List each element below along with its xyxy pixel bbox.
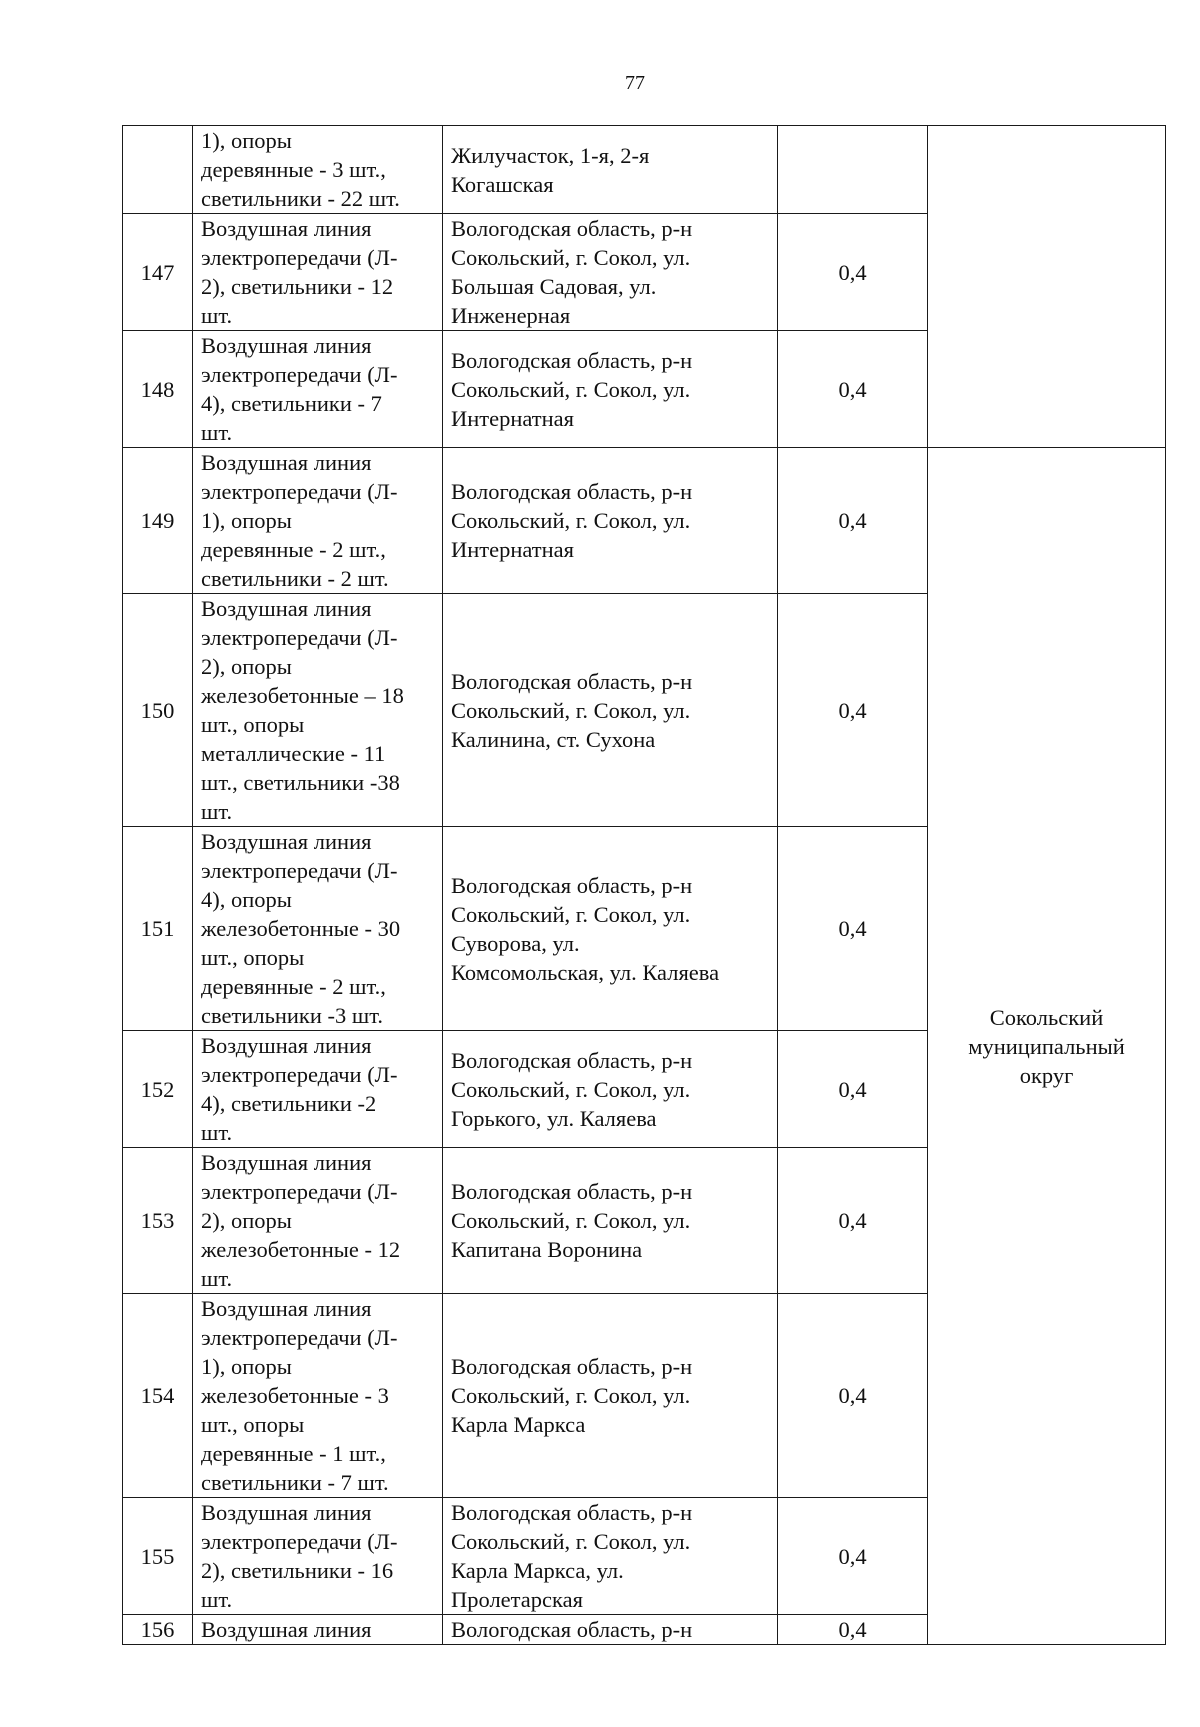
address-line: Инженерная (451, 303, 571, 328)
name-line: шт., светильники -38 (201, 770, 400, 795)
name-line: металлические - 11 (201, 741, 386, 766)
address-line: Вологодская область, р-н (451, 1047, 693, 1073)
name-line: 4), светильники -2 (201, 1091, 377, 1116)
name-line: электропередачи (Л- (201, 858, 398, 883)
object-name (193, 214, 443, 331)
address-line: Капитана Воронина (451, 1237, 643, 1262)
registry-table (122, 125, 1166, 1645)
name-line: деревянные - 1 шт., (201, 1441, 386, 1466)
voltage-value (778, 126, 928, 214)
name-line: электропередачи (Л- (201, 479, 398, 504)
object-name (193, 1031, 443, 1148)
name-line: деревянные - 3 шт., (201, 157, 386, 182)
voltage-value: 0,4 (778, 214, 928, 331)
row-number (123, 126, 193, 214)
row-number: 149 (123, 448, 193, 594)
name-line: 1), опоры (201, 508, 292, 533)
address-line: Вологодская область, р-н (451, 1179, 693, 1204)
name-line: железобетонные - 30 (201, 916, 401, 941)
name-line: деревянные - 2 шт., (201, 974, 386, 999)
name-line: светильники -3 шт. (201, 1003, 383, 1028)
name-line: деревянные - 2 шт., (201, 537, 386, 562)
table-row (123, 448, 1166, 594)
voltage-value: 0,4 (778, 1031, 928, 1148)
name-line: шт. (201, 303, 233, 328)
address-line: Вологодская область, р-н (451, 347, 693, 373)
address-line: Сокольский, г. Сокол, ул. (451, 245, 691, 270)
object-name (193, 1498, 443, 1615)
name-line: Воздушная линия (201, 216, 372, 241)
name-line: электропередачи (Л- (201, 362, 398, 387)
object-address (443, 1498, 778, 1615)
district-cell-empty (928, 126, 1166, 448)
address-line: Вологодская область, р-н (451, 1354, 693, 1379)
address-line: Калинина, ст. Сухона (451, 726, 656, 752)
voltage-value: 0,4 (778, 1615, 928, 1645)
row-number: 156 (123, 1615, 193, 1645)
voltage-value: 0,4 (778, 827, 928, 1031)
address-line: Пролетарская (451, 1587, 583, 1612)
address-line: Сокольский, г. Сокол, ул. (451, 376, 691, 402)
voltage-value: 0,4 (778, 331, 928, 448)
name-line: Воздушная линия (201, 1150, 372, 1175)
table-row (123, 126, 1166, 214)
name-line: электропередачи (Л- (201, 625, 398, 650)
name-line: шт., опоры (201, 1412, 305, 1437)
address-line: Вологодская область, р-н (451, 668, 693, 694)
name-line: светильники - 2 шт. (201, 566, 389, 591)
name-line: Воздушная линия (201, 1033, 372, 1058)
name-line: шт. (201, 1587, 233, 1612)
address-line: Вологодская область, р-н (451, 216, 693, 241)
object-address (443, 827, 778, 1031)
address-line: Большая Садовая, ул. (451, 274, 657, 299)
name-line: 4), опоры (201, 887, 292, 912)
name-line: 1), опоры (201, 1354, 292, 1379)
name-line: Воздушная линия (201, 450, 372, 475)
object-address (443, 1615, 778, 1645)
object-name (193, 594, 443, 827)
object-name (193, 126, 443, 214)
voltage-value: 0,4 (778, 1148, 928, 1294)
name-line: электропередачи (Л- (201, 245, 398, 270)
name-line: Воздушная линия (201, 829, 372, 854)
object-address (443, 1148, 778, 1294)
table-body (123, 126, 1166, 1645)
name-line: Воздушная линия (201, 596, 372, 621)
row-number: 153 (123, 1148, 193, 1294)
address-line: Сокольский, г. Сокол, ул. (451, 1529, 691, 1554)
name-line: 2), опоры (201, 1208, 292, 1233)
name-line: шт. (201, 1120, 233, 1145)
address-line: Вологодская область, р-н (451, 872, 693, 898)
object-address (443, 126, 778, 214)
name-line: железобетонные – 18 (201, 683, 404, 708)
address-line: Сокольский, г. Сокол, ул. (451, 697, 691, 723)
address-line: Сокольский, г. Сокол, ул. (451, 508, 691, 533)
row-number: 152 (123, 1031, 193, 1148)
row-number: 154 (123, 1294, 193, 1498)
address-line: Когашская (451, 171, 554, 197)
row-number: 155 (123, 1498, 193, 1615)
name-line: Воздушная линия (201, 1296, 372, 1321)
name-line: электропередачи (Л- (201, 1529, 398, 1554)
name-line: шт. (201, 420, 233, 445)
object-name (193, 827, 443, 1031)
row-number: 147 (123, 214, 193, 331)
address-line: Суворова, ул. (451, 930, 580, 956)
address-line: Вологодская область, р-н (451, 1617, 693, 1642)
address-line: Сокольский, г. Сокол, ул. (451, 1076, 691, 1102)
name-line: 4), светильники - 7 (201, 391, 382, 416)
name-line: Воздушная линия (201, 1617, 372, 1642)
district-line: муниципальный (968, 1033, 1125, 1059)
object-address (443, 214, 778, 331)
voltage-value: 0,4 (778, 1498, 928, 1615)
name-line: Воздушная линия (201, 1500, 372, 1525)
district-cell (928, 448, 1166, 1645)
name-line: светильники - 7 шт. (201, 1470, 389, 1495)
address-line: Жилучасток, 1-я, 2-я (451, 142, 650, 168)
row-number: 151 (123, 827, 193, 1031)
object-address (443, 1031, 778, 1148)
object-name (193, 331, 443, 448)
object-name (193, 1294, 443, 1498)
address-line: Вологодская область, р-н (451, 479, 693, 504)
voltage-value: 0,4 (778, 594, 928, 827)
name-line: электропередачи (Л- (201, 1062, 398, 1087)
object-address (443, 448, 778, 594)
name-line: Воздушная линия (201, 333, 372, 358)
row-number: 148 (123, 331, 193, 448)
name-line: светильники - 22 шт. (201, 186, 400, 211)
object-address (443, 594, 778, 827)
name-line: шт. (201, 1266, 233, 1291)
name-line: железобетонные - 3 (201, 1383, 389, 1408)
name-line: железобетонные - 12 (201, 1237, 401, 1262)
address-line: Сокольский, г. Сокол, ул. (451, 901, 691, 927)
address-line: Карла Маркса, ул. (451, 1558, 624, 1583)
page-number: 77 (625, 72, 645, 94)
name-line: 2), опоры (201, 654, 292, 679)
address-line: Карла Маркса (451, 1412, 586, 1437)
name-line: электропередачи (Л- (201, 1179, 398, 1204)
name-line: электропередачи (Л- (201, 1325, 398, 1350)
address-line: Сокольский, г. Сокол, ул. (451, 1383, 691, 1408)
row-number: 150 (123, 594, 193, 827)
voltage-value: 0,4 (778, 448, 928, 594)
district-line: Сокольский (989, 1004, 1104, 1030)
address-line: Горького, ул. Каляева (451, 1105, 657, 1131)
district-line: округ (1019, 1062, 1074, 1088)
address-line: Сокольский, г. Сокол, ул. (451, 1208, 691, 1233)
name-line: 2), светильники - 12 (201, 274, 394, 299)
name-line: 2), светильники - 16 (201, 1558, 394, 1583)
object-name (193, 1615, 443, 1645)
name-line: 1), опоры (201, 128, 292, 153)
name-line: шт. (201, 799, 233, 824)
name-line: шт., опоры (201, 945, 305, 970)
address-line: Вологодская область, р-н (451, 1500, 693, 1525)
object-name (193, 1148, 443, 1294)
object-address (443, 1294, 778, 1498)
object-name (193, 448, 443, 594)
address-line: Комсомольская, ул. Каляева (451, 959, 720, 985)
voltage-value: 0,4 (778, 1294, 928, 1498)
address-line: Интернатная (451, 537, 575, 562)
object-address (443, 331, 778, 448)
address-line: Интернатная (451, 405, 575, 431)
name-line: шт., опоры (201, 712, 305, 737)
